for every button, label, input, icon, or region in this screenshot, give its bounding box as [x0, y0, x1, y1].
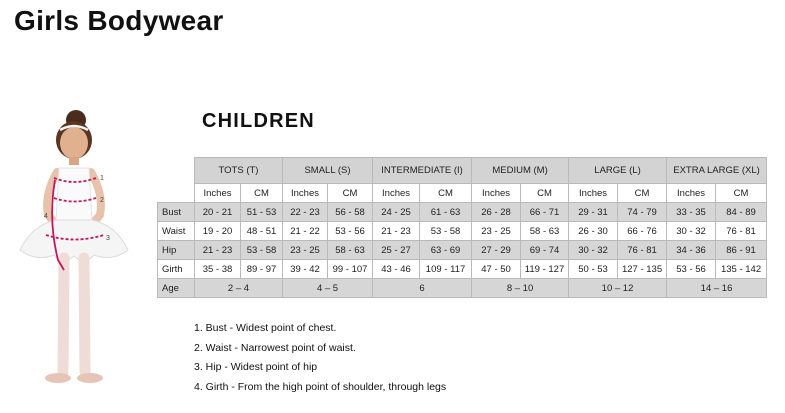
size-header-intermediate: INTERMEDIATE (I) [373, 158, 472, 184]
size-chart-table [157, 157, 767, 298]
table-cell: 30 - 32 [667, 222, 716, 241]
table-cell: 58 - 63 [521, 222, 569, 241]
unit-inches: Inches [283, 184, 328, 203]
age-cell: 10 – 12 [569, 279, 667, 298]
table-cell: 20 - 21 [195, 203, 241, 222]
corner-cell [158, 184, 195, 203]
note-waist: 2. Waist - Narrowest point of waist. [194, 341, 356, 354]
unit-inches: Inches [373, 184, 420, 203]
unit-inches: Inches [667, 184, 716, 203]
table-cell: 53 - 58 [420, 222, 472, 241]
table-cell: 21 - 23 [373, 222, 420, 241]
unit-cm: CM [716, 184, 767, 203]
table-cell: 39 - 42 [283, 260, 328, 279]
age-cell: 8 – 10 [472, 279, 569, 298]
marker-4: 4 [44, 213, 48, 220]
table-cell: 19 - 20 [195, 222, 241, 241]
table-cell: 56 - 58 [328, 203, 373, 222]
unit-inches: Inches [472, 184, 521, 203]
table-cell: 127 - 135 [618, 260, 667, 279]
table-cell: 99 - 107 [328, 260, 373, 279]
row-label: Bust [158, 203, 195, 222]
table-row-waist [158, 222, 767, 241]
table-cell: 58 - 63 [328, 241, 373, 260]
size-header-small: SMALL (S) [283, 158, 373, 184]
note-bust: 1. Bust - Widest point of chest. [194, 322, 337, 334]
table-cell: 51 - 53 [241, 203, 283, 222]
unit-cm: CM [241, 184, 283, 203]
table-row-age [158, 279, 767, 298]
size-header-tots: TOTS (T) [195, 158, 283, 184]
table-cell: 26 - 30 [569, 222, 618, 241]
age-cell: 4 – 5 [283, 279, 373, 298]
page-title: Girls Bodywear [14, 5, 224, 36]
table-row-girth [158, 260, 767, 279]
table-cell: 33 - 35 [667, 203, 716, 222]
note-hip: 3. Hip - Widest point of hip [194, 361, 318, 373]
row-label: Hip [158, 241, 195, 260]
size-header-extra-large: EXTRA LARGE (XL) [667, 158, 767, 184]
table-cell: 30 - 32 [569, 241, 618, 260]
table-cell: 76 - 81 [618, 241, 667, 260]
table-cell: 22 - 23 [283, 203, 328, 222]
marker-2: 2 [100, 197, 104, 204]
row-label: Waist [158, 222, 195, 241]
table-cell: 53 - 56 [667, 260, 716, 279]
table-cell: 24 - 25 [373, 203, 420, 222]
table-cell: 21 - 22 [283, 222, 328, 241]
table-cell: 43 - 46 [373, 260, 420, 279]
unit-cm: CM [420, 184, 472, 203]
corner-cell [158, 158, 195, 184]
table-cell: 25 - 27 [373, 241, 420, 260]
table-cell: 48 - 51 [241, 222, 283, 241]
table-cell: 109 - 117 [420, 260, 472, 279]
unit-cm: CM [618, 184, 667, 203]
table-cell: 23 - 25 [283, 241, 328, 260]
unit-inches: Inches [569, 184, 618, 203]
table-cell: 86 - 91 [716, 241, 767, 260]
table-cell: 29 - 31 [569, 203, 618, 222]
marker-1: 1 [100, 175, 104, 182]
measurement-notes [194, 319, 446, 397]
table-cell: 119 - 127 [521, 260, 569, 279]
table-cell: 21 - 23 [195, 241, 241, 260]
table-cell: 63 - 69 [420, 241, 472, 260]
table-cell: 47 - 50 [472, 260, 521, 279]
table-cell: 53 - 56 [328, 222, 373, 241]
table-cell: 84 - 89 [716, 203, 767, 222]
table-row-hip [158, 241, 767, 260]
unit-inches: Inches [195, 184, 241, 203]
marker-3: 3 [106, 235, 110, 242]
size-header-large: LARGE (L) [569, 158, 667, 184]
table-cell: 66 - 76 [618, 222, 667, 241]
girl-measurement-figure [14, 110, 134, 405]
table-cell: 89 - 97 [241, 260, 283, 279]
table-cell: 74 - 79 [618, 203, 667, 222]
table-cell: 50 - 53 [569, 260, 618, 279]
table-cell: 35 - 38 [195, 260, 241, 279]
unit-cm: CM [521, 184, 569, 203]
table-cell: 66 - 71 [521, 203, 569, 222]
table-cell: 26 - 28 [472, 203, 521, 222]
age-cell: 2 – 4 [195, 279, 283, 298]
size-header-row [158, 158, 767, 184]
table-cell: 69 - 74 [521, 241, 569, 260]
table-cell: 27 - 29 [472, 241, 521, 260]
note-girth: 4. Girth - From the high point of shoulder, through legs [194, 380, 447, 393]
section-title: CHILDREN [202, 110, 315, 132]
unit-header-row [158, 184, 767, 203]
table-cell: 135 - 142 [716, 260, 767, 279]
table-cell: 23 - 25 [472, 222, 521, 241]
table-cell: 61 - 63 [420, 203, 472, 222]
row-label: Girth [158, 260, 195, 279]
unit-cm: CM [328, 184, 373, 203]
row-label: Age [158, 279, 195, 298]
table-cell: 53 - 58 [241, 241, 283, 260]
table-cell: 34 - 36 [667, 241, 716, 260]
age-cell: 6 [373, 279, 472, 298]
age-cell: 14 – 16 [667, 279, 767, 298]
table-row-bust [158, 203, 767, 222]
size-header-medium: MEDIUM (M) [472, 158, 569, 184]
table-cell: 76 - 81 [716, 222, 767, 241]
